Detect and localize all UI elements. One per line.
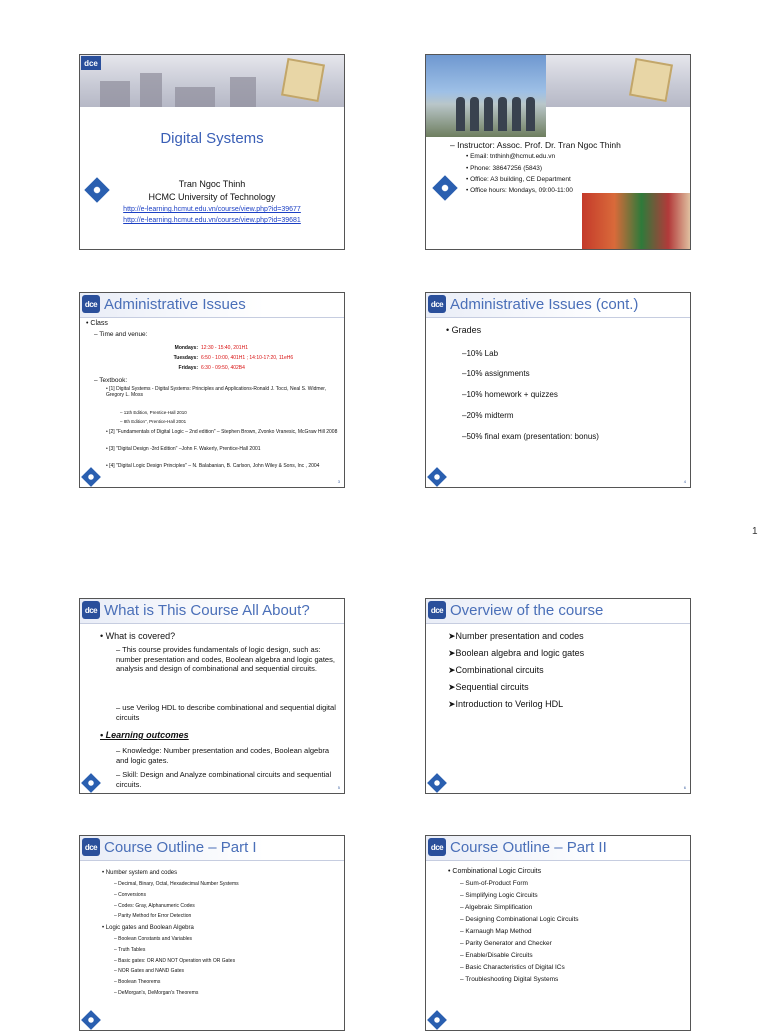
university-name: HCMC University of Technology <box>148 192 276 202</box>
outline-heading: • Logic gates and Boolean Algebra <box>102 925 194 931</box>
instructor-line: – Instructor: Assoc. Prof. Dr. Tran Ngoc Thinh <box>450 140 621 150</box>
covered-verilog: – use Verilog HDL to describe combinational and sequential digital circuits <box>116 703 336 722</box>
outline-item: – Conversions <box>114 892 146 898</box>
grade-item: –20% midterm <box>462 411 514 420</box>
grade-item: –50% final exam (presentation: bonus) <box>462 432 599 441</box>
slide-title-text: Course Outline – Part I <box>104 839 257 856</box>
slide-administrative-issues-cont <box>425 292 691 488</box>
outline-item: – Sum-of-Product Form <box>460 880 528 887</box>
dce-logo: dce <box>82 601 100 619</box>
bk-logo-icon <box>81 1010 101 1030</box>
schedule-row: Tuesdays: 6:50 - 10:00, 401H1 ; 14:10-17:20, 11eH6 <box>173 355 294 361</box>
outcome-skill: – Skill: Design and Analyze combinational circuits and sequential circuits. <box>116 770 332 789</box>
slide-outline-part-2 <box>425 835 691 1031</box>
bullet-grades: • Grades <box>446 325 482 335</box>
slide-title-text: Administrative Issues <box>104 296 246 313</box>
header-banner-image <box>546 55 691 107</box>
slide-title <box>79 54 345 250</box>
textbook-2: • [2] "Fundamentals of Digital Logic – 2nd edition" – Stephen Brown, Zvonko Vranesic, McGraw Hill 2008 <box>106 429 338 435</box>
dce-logo: dce <box>82 295 100 313</box>
header-banner-image <box>80 55 344 107</box>
textbook-3: • [3] "Digital Design -3rd Edition" –John F. Wakerly, Prentice-Hall 2001 <box>106 446 261 452</box>
page-number: 1 <box>752 526 758 537</box>
dce-logo: dce <box>428 838 446 856</box>
outline-item: – Truth Tables <box>114 947 146 953</box>
grade-item: –10% Lab <box>462 349 499 358</box>
slide-title-text: Administrative Issues (cont.) <box>450 296 639 313</box>
slide-title-text: Overview of the course <box>450 602 604 619</box>
outline-item: – Boolean Theorems <box>114 979 161 985</box>
outline-item: – Karnaugh Map Method <box>460 928 532 935</box>
bk-logo-icon <box>427 467 447 487</box>
instructor-office: • Office: A3 building, CE Department <box>466 176 571 183</box>
outline-item: – DeMorgan's, DeMorgan's Theorems <box>114 990 199 996</box>
slide-page-number: 5 <box>337 785 340 790</box>
slide-title-text: What is This Course All About? <box>104 602 310 619</box>
slide-course-about <box>79 598 345 794</box>
dce-logo: dce <box>428 295 446 313</box>
overview-item: ➤Number presentation and codes <box>448 631 584 641</box>
bk-logo-icon <box>81 467 101 487</box>
outline-item: – Decimal, Binary, Octal, Hexadecimal Number Systems <box>114 881 239 887</box>
overview-item: ➤Combinational circuits <box>448 665 544 675</box>
outline-item: – Parity Method for Error Detection <box>114 913 192 919</box>
outcome-knowledge: – Knowledge: Number presentation and codes, Boolean algebra and logic gates. <box>116 746 330 765</box>
slide-title-text: Course Outline – Part II <box>450 839 607 856</box>
overview-item: ➤Introduction to Verilog HDL <box>448 699 564 709</box>
instructor-email: • Email: tnthinh@hcmut.edu.vn <box>466 153 556 160</box>
group-photo <box>426 55 546 137</box>
covered-description: – This course provides fundamentals of logic design, such as: number presentation and codes, Boolean algebra and logic gates, analysis and design of combinational and sequential circuits. <box>116 645 335 673</box>
bullet-class: • Class <box>86 320 108 327</box>
outline-heading: • Number system and codes <box>102 870 178 876</box>
outline-item: – Simplifying Logic Circuits <box>460 892 538 899</box>
textbook-4: • [4] "Digital Logic Design Principles" – N. Balabanian, B. Carlson, John Wiley & Sons, Inc , 2004 <box>106 463 320 469</box>
textbook-1-edition: – 11th Edition, Prentice-Hall 2010 <box>120 410 187 415</box>
bullet-covered: • What is covered? <box>100 631 176 641</box>
slide-instructor <box>425 54 691 250</box>
bk-logo-icon <box>432 175 457 200</box>
bullet-textbook: – Textbook: <box>94 377 128 384</box>
slide-administrative-issues <box>79 292 345 488</box>
outline-item: – Boolean Constants and Variables <box>114 936 193 942</box>
outline-item: – Enable/Disable Circuits <box>460 952 533 959</box>
course-link-1[interactable]: http://e-learning.hcmut.edu.vn/course/view.php?id=39677 <box>123 206 301 213</box>
dce-logo: dce <box>428 601 446 619</box>
slide-page-number: 6 <box>683 785 686 790</box>
bullet-time-venue: – Time and venue: <box>94 331 148 338</box>
overview-item: ➤Sequential circuits <box>448 682 529 692</box>
dce-logo: dce <box>82 838 100 856</box>
outline-item: – Basic gates: OR AND NOT Operation with OR Gates <box>114 958 236 964</box>
outline-heading: • Combinational Logic Circuits <box>448 868 542 875</box>
grade-item: –10% assignments <box>462 369 530 378</box>
outline-item: – Parity Generator and Checker <box>460 940 552 947</box>
overview-item: ➤Boolean algebra and logic gates <box>448 648 585 658</box>
office-hours: • Office hours: Mondays, 09:00-11:00 <box>466 187 573 194</box>
bk-logo-icon <box>427 773 447 793</box>
learning-outcomes-heading: • Learning outcomes <box>100 730 189 740</box>
schedule-row: Mondays: 12:30 - 15:40, 201H1 <box>174 345 248 351</box>
outline-item: – Codes: Gray, Alphanumeric Codes <box>114 903 195 909</box>
family-photo <box>582 193 690 249</box>
course-title: Digital Systems <box>160 130 264 147</box>
outline-item: – Troubleshooting Digital Systems <box>460 976 559 983</box>
slide-page-number: 4 <box>683 479 686 484</box>
textbook-1-edition: – 8th Edition", Prentice-Hall 2001 <box>120 419 187 424</box>
outline-item: – Algebraic Simplification <box>460 904 533 911</box>
instructor-phone: • Phone: 38647256 (5843) <box>466 165 543 172</box>
dce-logo: dce <box>81 56 101 70</box>
slide-page-number: 3 <box>337 479 340 484</box>
grade-item: –10% homework + quizzes <box>462 390 558 399</box>
author-name: Tran Ngoc Thinh <box>178 179 246 189</box>
outline-item: – Designing Combinational Logic Circuits <box>460 916 579 923</box>
bk-logo-icon <box>427 1010 447 1030</box>
outline-item: – Basic Characteristics of Digital ICs <box>460 964 565 971</box>
bk-logo-icon <box>81 773 101 793</box>
slide-outline-part-1 <box>79 835 345 1031</box>
slide-course-overview <box>425 598 691 794</box>
course-link-2[interactable]: http://e-learning.hcmut.edu.vn/course/view.php?id=39681 <box>123 217 301 224</box>
outline-item: – NOR Gates and NAND Gates <box>114 968 185 974</box>
textbook-1: • [1] Digital Systems - Digital Systems: Principles and Applications-Ronald J. Tocci, Neal S. Widmer, Gregory L. Moss <box>106 386 327 398</box>
schedule-row: Fridays: 6:30 - 09:50, 402B4 <box>178 365 245 371</box>
